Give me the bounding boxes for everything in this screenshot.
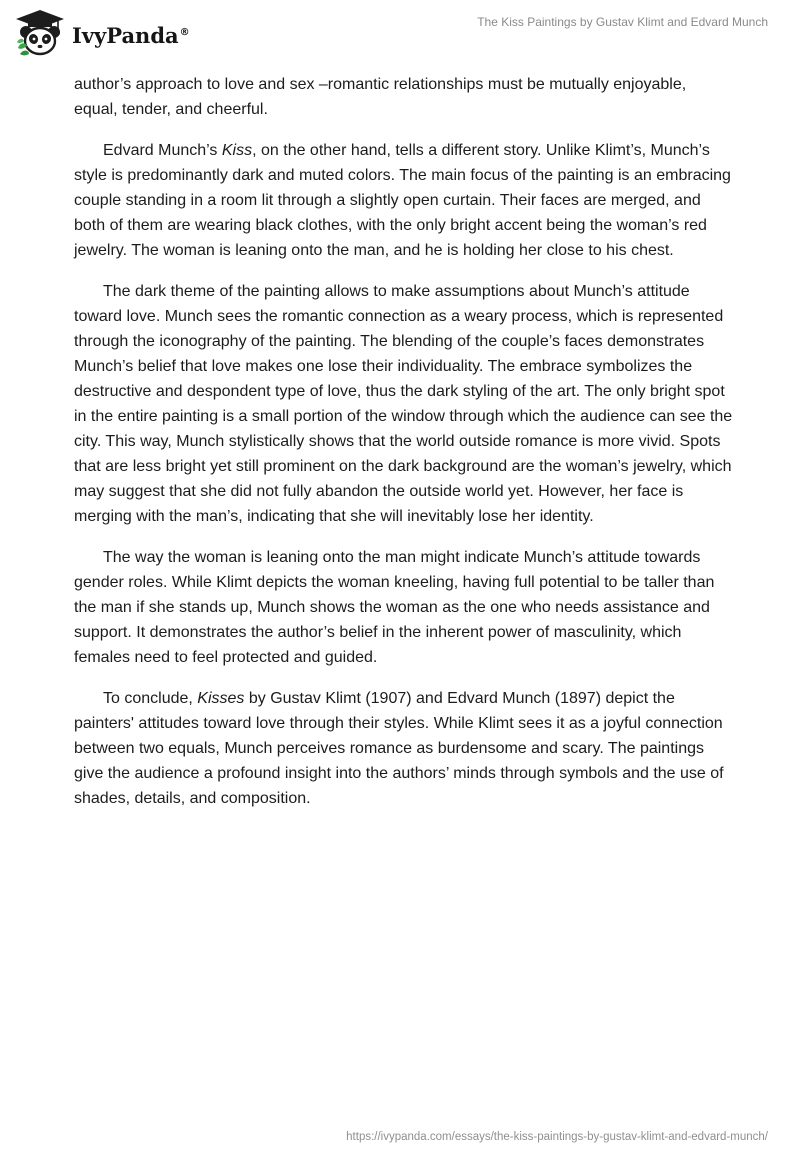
paragraph-munch-kiss	[74, 138, 734, 263]
source-url[interactable]: https://ivypanda.com/essays/the-kiss-paintings-by-gustav-klimt-and-edvard-munch/	[346, 1131, 768, 1143]
page-header	[0, 0, 800, 68]
paragraph-text: by Gustav Klimt (1907) and Edvard Munch (1897) depict the painters' attitudes toward love through their styles. While Klimt sees it as a joyful connection between two equals, Munch perceives romance as burdensome and scary. The paintings give the audience a profound insight into the authors’ minds through symbols and the use of shades, details, and composition.	[74, 690, 724, 807]
essay-body	[74, 72, 734, 827]
paragraph-gender-roles: The way the woman is leaning onto the man might indicate Munch’s attitude towards gender roles. While Klimt depicts the woman kneeling, having full potential to be taller than the man if she stands up, Munch shows the woman as the one who needs assistance and support. It demonstrates the author’s belief in the inherent power of masculinity, which females need to feel protected and guided.	[74, 549, 715, 666]
painting-title: Kisses	[197, 690, 245, 707]
paragraph-conclusion	[74, 686, 734, 811]
painting-title: Kiss	[221, 142, 253, 159]
paragraph-continuation: author’s approach to love and sex –romantic relationships must be mutually enjoyable, equal, tender, and cheerful.	[74, 76, 687, 118]
registered-mark: ®	[179, 26, 190, 38]
paragraph-text: , on the other hand, tells a different story. Unlike Klimt’s, Munch’s style is predominantly dark and muted colors. The main focus of the painting is an embracing couple standing in a room lit through a slightly open curtain. Their faces are merged, and both of them are wearing black clothes, with the only bright accent being the woman’s red jewelry. The woman is leaning onto the man, and he is holding her close to his chest.	[74, 142, 731, 259]
document-title: The Kiss Paintings by Gustav Klimt and Edvard Munch	[477, 15, 768, 29]
panda-graduate-icon	[14, 8, 66, 58]
paragraph-dark-theme: The dark theme of the painting allows to make assumptions about Munch’s attitude toward love. Munch sees the romantic connection as a weary process, which is represented through the iconography of the painting. The blending of the couple’s faces demonstrates Munch’s belief that love makes one lose their individuality. The embrace symbolizes the destructive and despondent type of love, thus the dark styling of the art. The only bright spot in the entire painting is a small portion of the window through which the audience can see the city. This way, Munch stylistically shows that the world outside romance is more vivid. Spots that are less bright yet still prominent on the dark background are the woman’s jewelry, which may suggest that she did not fully abandon the outside world yet. However, her face is merging with the man’s, indicating that she will inevitably lose her identity.	[74, 283, 733, 525]
brand-name-text: IvyPanda	[72, 22, 179, 48]
brand-logo[interactable]	[14, 8, 190, 58]
brand-name	[72, 23, 190, 48]
paragraph-text: To conclude,	[103, 690, 198, 707]
paragraph-text: Edvard Munch’s	[103, 142, 222, 159]
